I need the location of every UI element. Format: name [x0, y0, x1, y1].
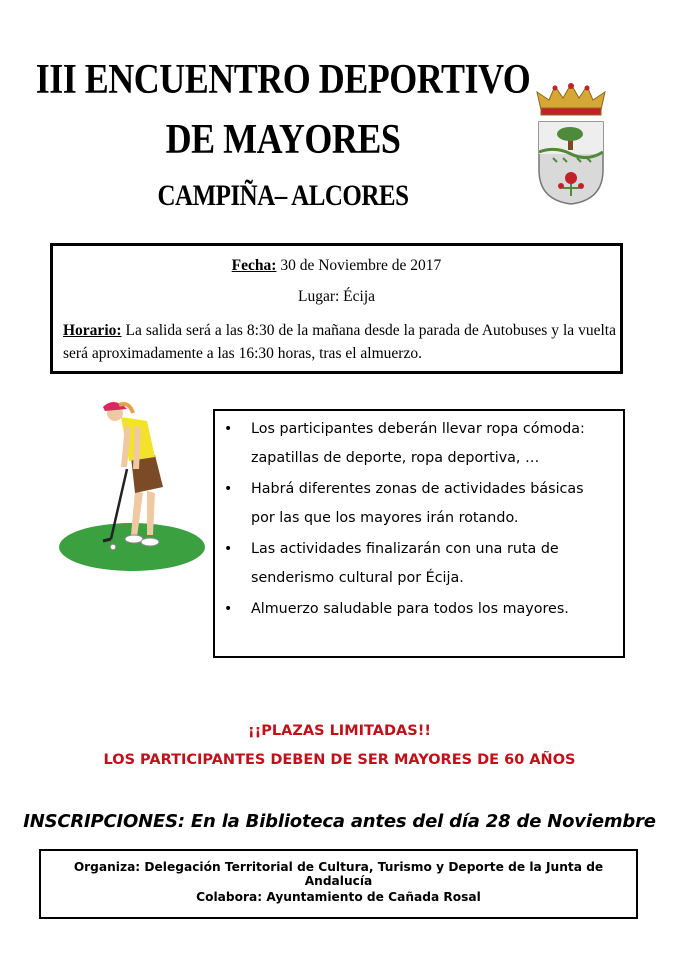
list-item [224, 535, 611, 593]
lugar-line: Lugar: Écija [297, 288, 376, 305]
bullet-icon: • [224, 481, 233, 497]
list-item [224, 595, 611, 624]
list-item-text: Habrá diferentes zonas de actividades básicas por las que los mayores irán rotando. [251, 481, 584, 526]
fecha-value: 30 de Noviembre de 2017 [276, 257, 442, 274]
fecha-line [53, 257, 620, 275]
horario-label: Horario: [63, 322, 122, 339]
fecha-label: Fecha: [231, 257, 277, 274]
limited-places-notice: ¡¡PLAZAS LIMITADAS!! [248, 723, 431, 739]
activities-list [213, 409, 625, 658]
bullet-icon: • [224, 601, 233, 617]
list-item-text: Almuerzo saludable para todos los mayores. [251, 601, 569, 617]
event-title-line1: III ENCUENTRO DEPORTIVO [35, 55, 531, 103]
list-item [224, 475, 611, 533]
list-item-text: Los participantes deberán llevar ropa cómoda: zapatillas de deporte, ropa deportiva, … [251, 421, 585, 466]
collaborator-line: Colabora: Ayuntamiento de Cañada Rosal [196, 890, 481, 904]
municipal-coat-of-arms-icon [533, 82, 609, 206]
event-subtitle: CAMPIÑA– ALCORES [157, 180, 409, 212]
list-item-text: Las actividades finalizarán con una ruta de senderismo cultural por Écija. [251, 541, 559, 586]
bullet-icon: • [224, 541, 233, 557]
credits-box [39, 849, 638, 919]
event-title-line2: DE MAYORES [165, 115, 401, 163]
horario-value: La salida será a las 8:30 de la mañana desde la parada de Autobuses y la vuelta será aproximadamente a las 16:30 horas, tras el almuerzo. [63, 322, 616, 362]
event-info-box [50, 243, 623, 374]
age-requirement-notice: LOS PARTICIPANTES DEBEN DE SER MAYORES DE 60 AÑOS [103, 752, 576, 768]
bullet-icon: • [224, 421, 233, 437]
list-item [224, 415, 611, 473]
registration-info: INSCRIPCIONES: En la Biblioteca antes del día 28 de Noviembre [23, 811, 656, 832]
organizer-line: Organiza: Delegación Territorial de Cultura, Turismo y Deporte de la Junta de Andalucía [73, 860, 604, 888]
golfer-putting-icon [55, 395, 210, 575]
horario-line [63, 319, 616, 365]
